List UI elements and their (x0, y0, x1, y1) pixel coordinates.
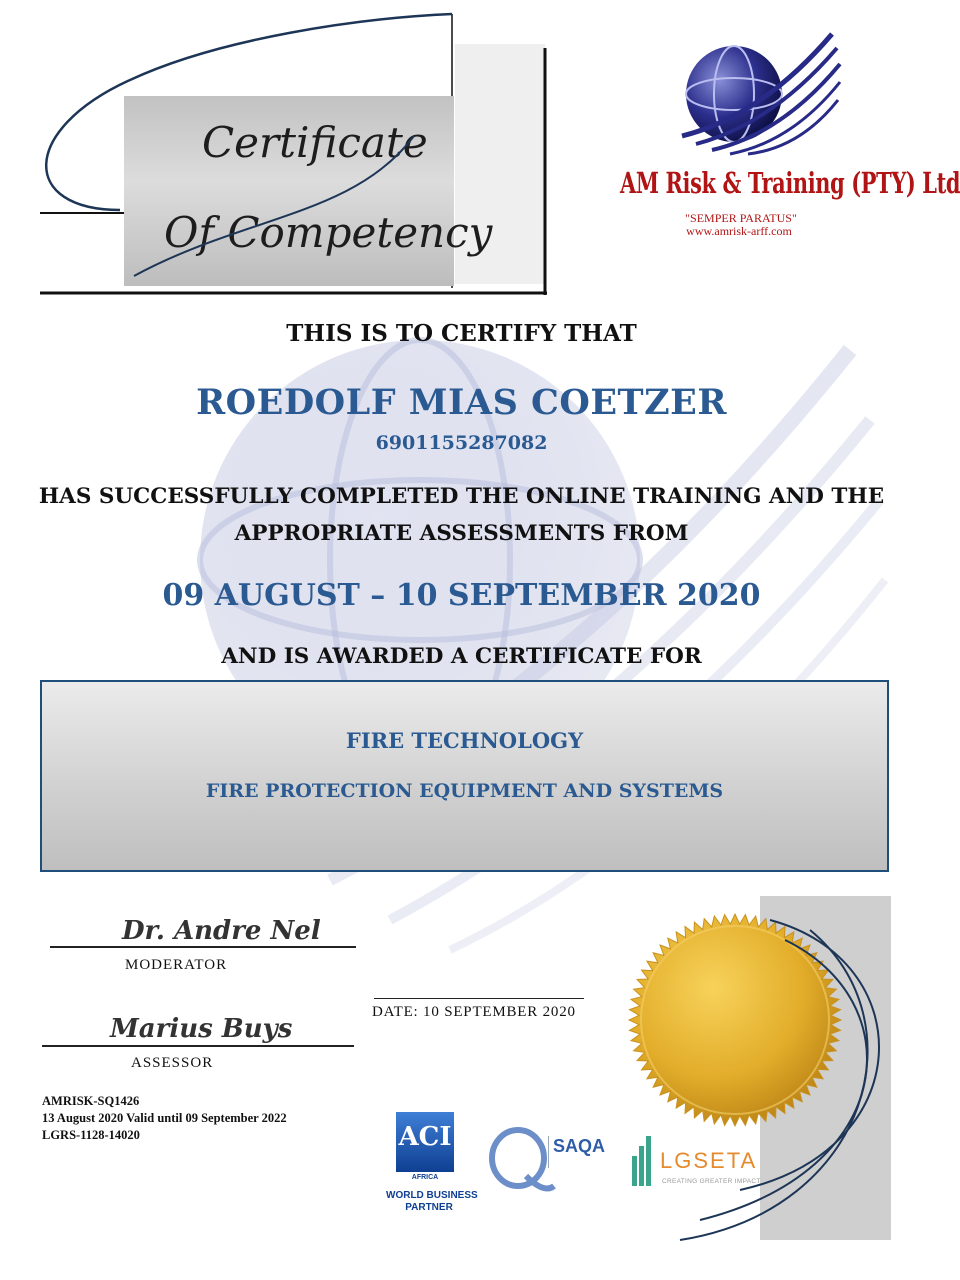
moderator-signature: Dr. Andre Nel (122, 916, 321, 946)
assessor-signature: Marius Buys (110, 1014, 293, 1044)
assessor-role: ASSESSOR (131, 1055, 214, 1071)
reference-registration: LGRS-1128-14020 (42, 1128, 140, 1142)
title-of-competency: Of Competency (164, 208, 493, 257)
lgseta-bars-icon (630, 1136, 656, 1188)
moderator-role: MODERATOR (125, 957, 228, 973)
saqa-q-icon (486, 1124, 556, 1202)
awarded-text: AND IS AWARDED A CERTIFICATE FOR (221, 644, 702, 669)
company-motto: "SEMPER PARATUS" (685, 211, 797, 225)
completion-line-1: HAS SUCCESSFULLY COMPLETED THE ONLINE TRAINING AND THE (38, 484, 885, 509)
date-range: 09 AUGUST – 10 SEPTEMBER 2020 (162, 578, 761, 613)
award-date: DATE: 10 SEPTEMBER 2020 (372, 1004, 576, 1020)
lgseta-tagline: CREATING GREATER IMPACT (662, 1178, 761, 1185)
moderator-signature-line (50, 946, 356, 948)
recipient-name: ROEDOLF MIAS COETZER (196, 382, 727, 423)
company-name: AM Risk & Training (PTY) Ltd (620, 166, 960, 200)
date-line (374, 998, 584, 999)
aci-mark: ACI (398, 1122, 452, 1152)
aci-logo (386, 1112, 476, 1218)
id-number: 6901155287082 (375, 432, 548, 454)
course-line-1: FIRE TECHNOLOGY (345, 728, 584, 753)
saqa-wordmark: SAQA (553, 1136, 606, 1156)
aci-region: AFRICA (411, 1174, 439, 1181)
reference-validity: 13 August 2020 Valid until 09 September 2022 (42, 1111, 287, 1125)
title-swoosh (124, 96, 454, 286)
reference-code: AMRISK-SQ1426 (42, 1094, 140, 1108)
company-website: www.amrisk-arff.com (686, 224, 792, 238)
lgseta-wordmark: LGSETA (660, 1148, 758, 1173)
aci-line-1: WORLD BUSINESS (386, 1190, 478, 1201)
completion-line-2: APPROPRIATE ASSESSMENTS FROM (234, 521, 689, 546)
saqa-wordmark-panel (548, 1136, 613, 1168)
course-line-2: FIRE PROTECTION EQUIPMENT AND SYSTEMS (205, 780, 724, 802)
aci-line-2: PARTNER (405, 1202, 453, 1213)
certify-text: THIS IS TO CERTIFY THAT (286, 320, 637, 347)
gold-seal (620, 890, 923, 1250)
assessor-signature-line (42, 1045, 354, 1047)
course-panel (40, 680, 889, 872)
company-globe-logo (672, 26, 842, 156)
title-certificate: Certificate (202, 118, 428, 167)
